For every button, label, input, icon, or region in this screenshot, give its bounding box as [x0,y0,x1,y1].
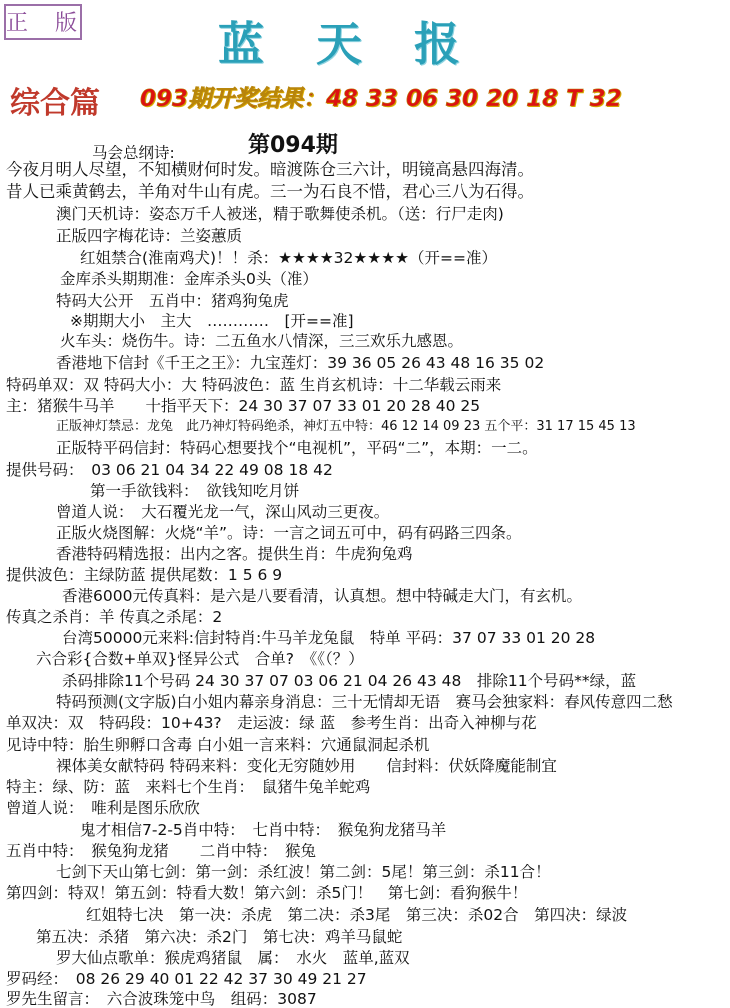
text-line: 特主：绿、防：蓝 来料七个生肖： 鼠猪牛兔羊蛇鸡 [6,778,371,796]
text-line: 曾道人说： 唯利是图乐欣欣 [6,799,200,817]
text-line: 正版四字梅花诗：兰姿蕙质 [56,227,243,245]
text-line: 第一手欲钱料： 欲钱知吃月饼 [90,482,300,500]
text-line: 火车头：烧伤牛。诗：二五鱼水八情深，三三欢乐九感恩。 [60,332,464,350]
previous-draw-result: 093期开奖结果：48 33 06 30 20 18 T 32 [140,86,622,112]
text-line: 特码大公开 五肖中：猪鸡狗兔虎 [56,292,289,310]
text-line: 金库杀头期期准：金库杀头0头（准） [60,270,318,288]
text-line: 杀码排除11个号码 24 30 37 07 03 06 21 04 26 43 48 排除11个号码**绿，蓝 [62,672,637,690]
issue-number: 第094期 [248,133,338,158]
text-line: 鬼才相信7-2-5肖中特： 七肖中特： 猴兔狗龙猪马羊 [80,821,447,839]
text-line: 正版神灯禁忌：龙兔 此乃神灯特码绝杀，神灯五中特：46 12 14 09 23 五个平：31 17 15 45 13 [56,419,636,434]
text-line: 提供波色：主绿防蓝 提供尾数：1 5 6 9 [6,566,283,584]
text-line: 香港6000元传真料：是六是八要看清，认真想。想中特碱走大门，有玄机。 [62,587,582,605]
text-line: 传真之杀肖：羊 传真之杀尾：2 [6,608,223,626]
text-line: 昔人已乘黄鹤去，羊角对牛山有虎。三一为石良不惜，君心三八为石得。 [6,182,534,201]
text-line: 特码预测(文字版)白小姐内幕亲身消息：三十无情却无语 赛马会独家料：春风传意四二愁 [56,693,673,711]
text-line: 罗码经： 08 26 29 40 01 22 42 37 30 49 21 27 [6,970,367,988]
text-line: ※期期大小 主大 ………… [开==准] [70,312,354,330]
text-line: 第四剑：特双！第五剑：特看大数！第六剑：杀5门！ 第七剑：看狗猴牛！ [6,884,528,902]
text-line: 第五决：杀猪 第六决：杀2门 第七决：鸡羊马鼠蛇 [36,928,403,946]
text-line: 澳门天机诗：姿态万千人被迷，精于歌舞使杀机。（送：行尸走肉) [56,205,504,223]
section-title: 综合篇 [10,86,100,121]
text-line: 特码单双：双 特码大小：大 特码波色：蓝 生肖玄机诗：十二华载云雨来 [6,376,502,394]
text-line: 台湾50000元来料:信封特肖:牛马羊龙兔鼠 特单 平码：37 07 33 01 20 28 [62,629,596,647]
text-line: 单双决：双 特码段：10+43? 走运波：绿 蓝 参考生肖：出奇入神柳与花 [6,714,537,732]
text-line: 今夜月明人尽望，不知横财何时发。暗渡陈仓三六计，明镜高悬四海清。 [6,160,534,179]
text-line: 马会总纲诗: [92,144,175,162]
text-line: 裸体美女献特码 特码来料：变化无穷随妙用 信封料：伏妖降魔能制宜 [56,757,557,775]
genuine-stamp: 正 版 [4,4,82,40]
text-line: 曾道人说： 大石覆光龙一气，深山风动三更夜。 [56,503,390,521]
text-line: 见诗中特：胎生卵孵口含毒 白小姐一言来料：穴通鼠洞起杀机 [6,736,430,754]
text-line: 正版火烧图解：火烧“羊”。诗：一言之词五可中，码有码路三四条。 [56,524,522,542]
text-line: 五肖中特： 猴兔狗龙猪 二肖中特： 猴兔 [6,842,317,860]
text-line: 红姐禁合(淮南鸡犬)！！杀：★★★★32★★★★（开==准） [80,249,497,267]
text-line: 罗先生留言： 六合波珠笼中鸟 组码：3087 [6,990,317,1008]
text-line: 主：猪猴牛马羊 十指平天下：24 30 37 07 33 01 20 28 40 25 [6,397,481,415]
text-line: 红姐特七决 第一决：杀虎 第二决：杀3尾 第三决：杀02合 第四决：绿波 [86,906,628,924]
text-line: 香港特码精选报：出内之客。提供生肖：牛虎狗兔鸡 [56,545,413,563]
text-line: 七剑下天山第七剑：第一剑：杀红波！第二剑：5尾！第三剑：杀11合！ [56,863,551,881]
text-line: 六合彩{合数+单双}怪异公式 合单? 《《（？） [36,650,364,668]
text-line: 提供号码： 03 06 21 04 34 22 49 08 18 42 [6,461,333,479]
newspaper-title: 蓝天报 [218,17,512,71]
text-line: 正版特平码信封：特码心想要找个“电视机”，平码“二”，本期：一二。 [56,439,538,457]
text-line: 罗大仙点歌单：猴虎鸡猪鼠 属： 水火 蓝单,蓝双 [56,949,410,967]
text-line: 香港地下信封《千王之王》：九宝莲灯：39 36 05 26 43 48 16 35 02 [56,354,545,372]
